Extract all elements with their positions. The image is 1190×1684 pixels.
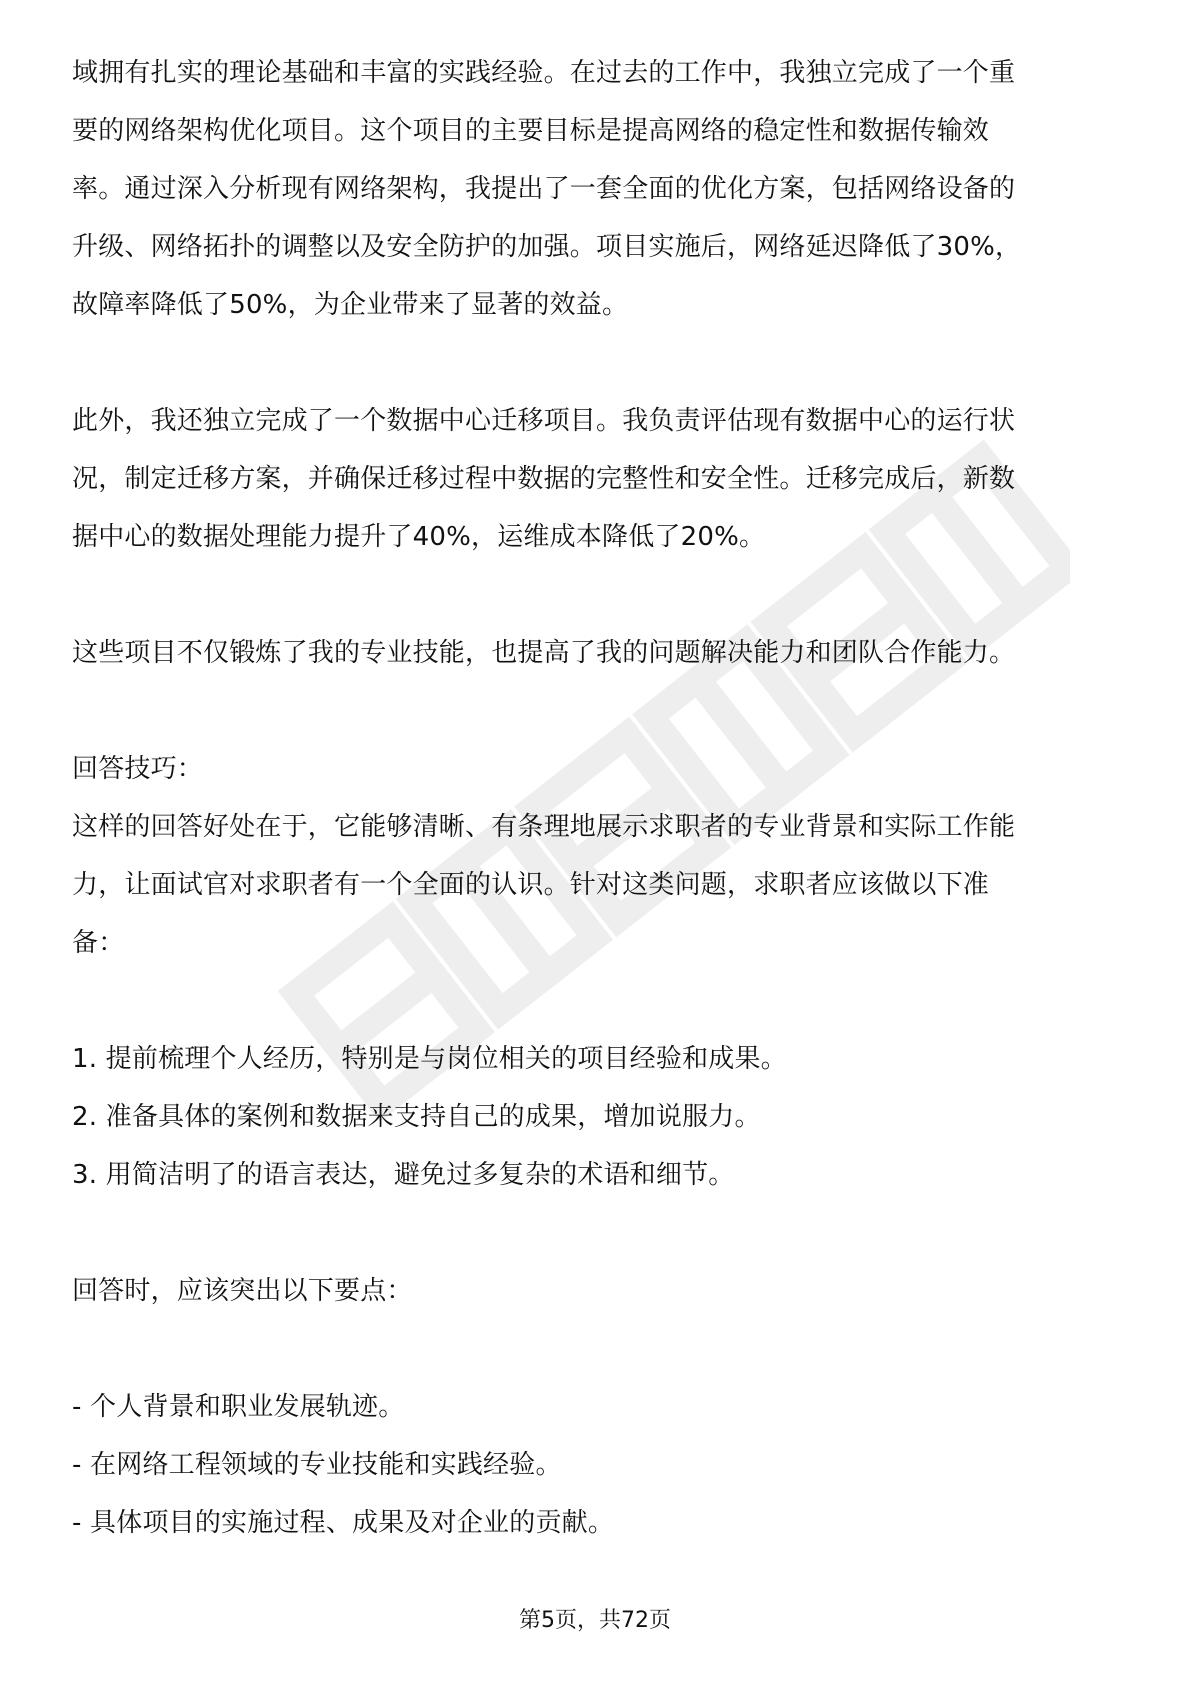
text-line: 备： <box>72 928 125 958</box>
paragraph-spacer <box>72 972 1118 1030</box>
tips-paragraph <box>72 798 1118 972</box>
paragraph-spacer <box>72 334 1118 392</box>
text-line: 这样的回答好处在于，它能够清晰、有条理地展示求职者的专业背景和实际工作能 <box>72 812 1016 842</box>
list-item: - 在网络工程领域的专业技能和实践经验。 <box>72 1450 562 1480</box>
tips-heading: 回答技巧： <box>72 754 204 784</box>
text-line: 域拥有扎实的理论基础和丰富的实践经验。在过去的工作中，我独立完成了一个重 <box>72 58 1016 88</box>
numbered-list <box>72 1030 1118 1204</box>
text-line: 故障率降低了50%，为企业带来了显著的效益。 <box>72 290 629 320</box>
list-item: 2. 准备具体的案例和数据来支持自己的成果，增加说服力。 <box>72 1102 761 1132</box>
text-line: 要的网络架构优化项目。这个项目的主要目标是提高网络的稳定性和数据传输效 <box>72 116 990 146</box>
paragraph-2 <box>72 392 1118 566</box>
paragraph-spacer <box>72 1204 1118 1262</box>
document-body <box>72 44 1118 1552</box>
text-line: 率。通过深入分析现有网络架构，我提出了一套全面的优化方案，包括网络设备的 <box>72 174 1016 204</box>
bullet-list <box>72 1378 1118 1552</box>
list-item: - 个人背景和职业发展轨迹。 <box>72 1392 405 1422</box>
text-line: 据中心的数据处理能力提升了40%，运维成本降低了20%。 <box>72 522 766 552</box>
paragraph-spacer <box>72 682 1118 740</box>
points-heading: 回答时，应该突出以下要点： <box>72 1276 413 1306</box>
text-line: 力，让面试官对求职者有一个全面的认识。针对这类问题，求职者应该做以下准 <box>72 870 990 900</box>
paragraph-1 <box>72 44 1118 334</box>
text-line: 这些项目不仅锻炼了我的专业技能，也提高了我的问题解决能力和团队合作能力。 <box>72 638 1016 668</box>
text-line: 升级、网络拓扑的调整以及安全防护的加强。项目实施后，网络延迟降低了30%， <box>72 232 1022 262</box>
list-item: 1. 提前梳理个人经历，特别是与岗位相关的项目经验和成果。 <box>72 1044 787 1074</box>
paragraph-spacer <box>72 566 1118 624</box>
list-item: 3. 用简洁明了的语言表达，避免过多复杂的术语和细节。 <box>72 1160 735 1190</box>
paragraph-3 <box>72 624 1118 682</box>
text-line: 况，制定迁移方案，并确保迁移过程中数据的完整性和安全性。迁移完成后，新数 <box>72 464 1016 494</box>
paragraph-spacer <box>72 1320 1118 1378</box>
text-line: 此外，我还独立完成了一个数据中心迁移项目。我负责评估现有数据中心的运行状 <box>72 406 1016 436</box>
list-item: - 具体项目的实施过程、成果及对企业的贡献。 <box>72 1508 615 1538</box>
page-number: 第5页，共72页 <box>519 1608 671 1633</box>
